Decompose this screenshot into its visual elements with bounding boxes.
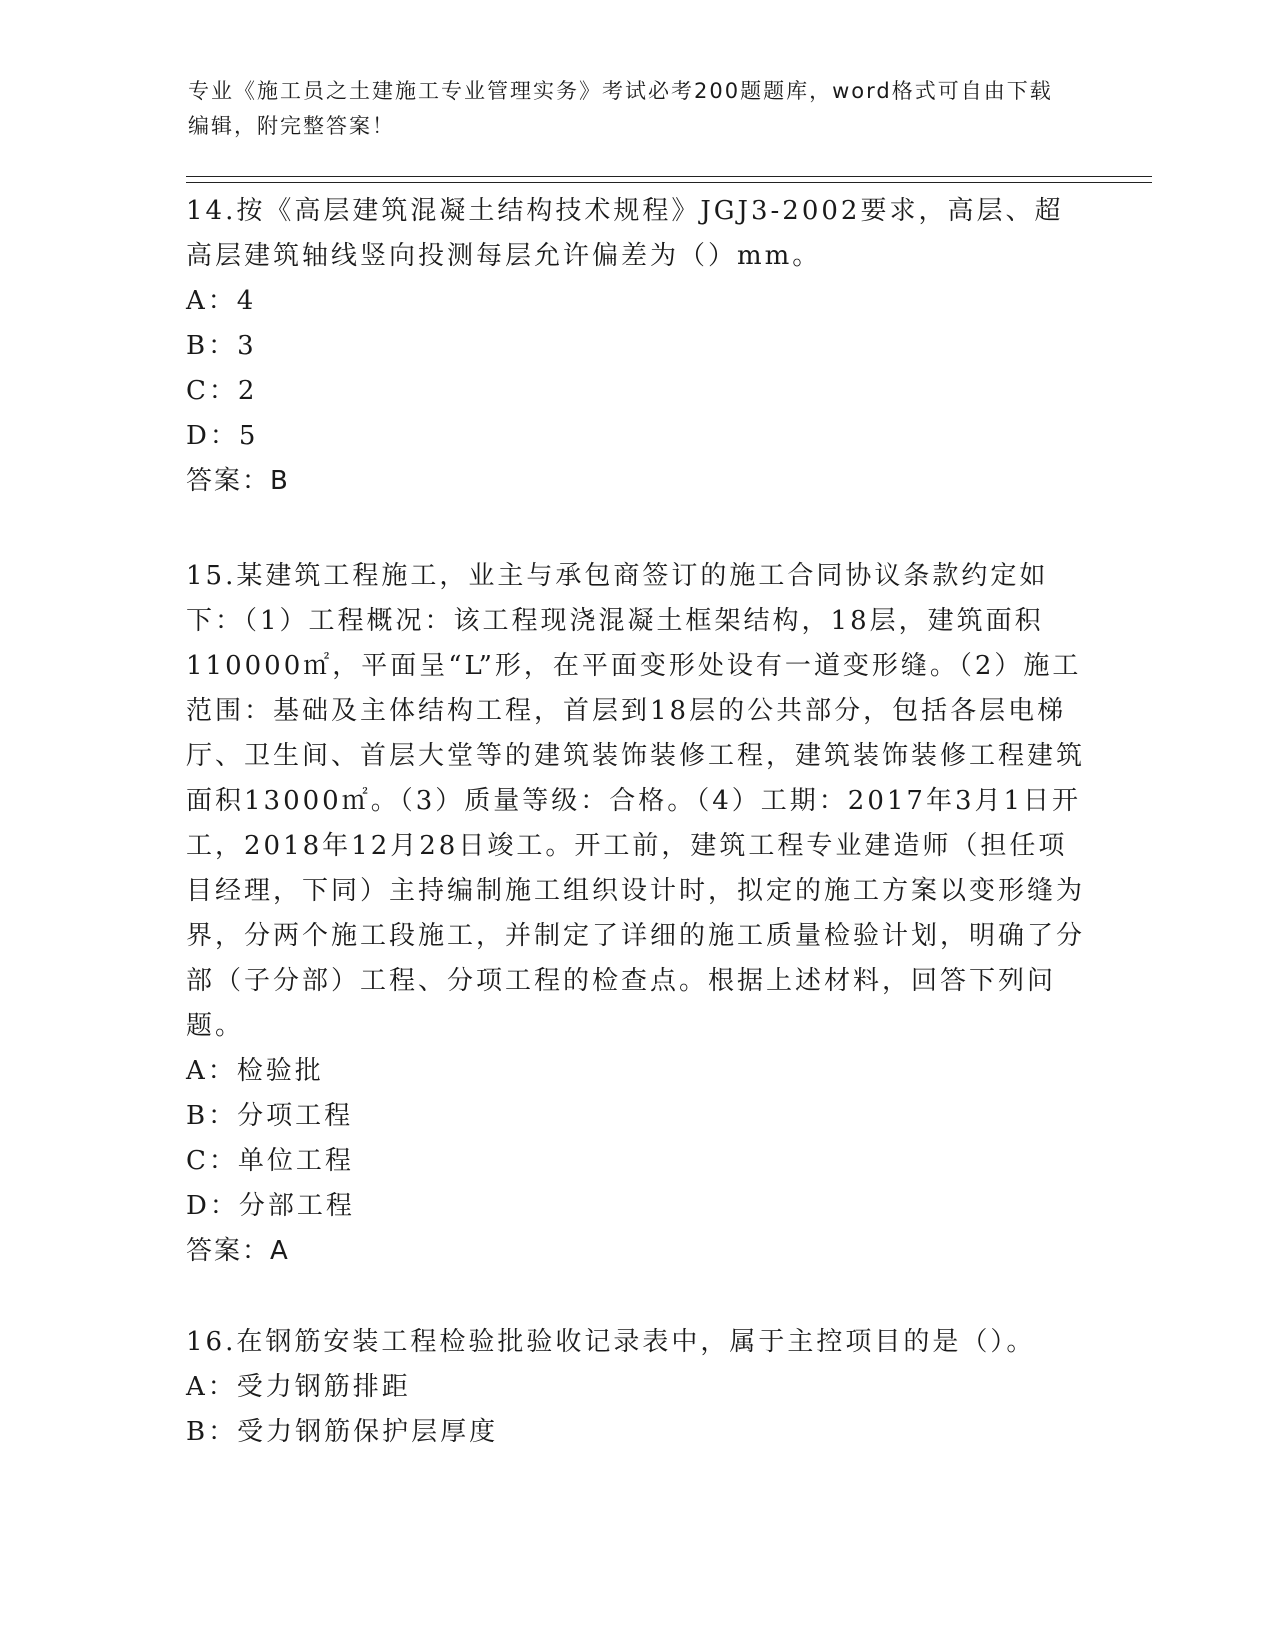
option-c: C：2 <box>186 376 258 406</box>
option-d: D：分部工程 <box>186 1191 355 1221</box>
question-14 <box>186 189 1086 504</box>
option-c: C：单位工程 <box>186 1146 354 1176</box>
option-d: D：5 <box>186 421 259 451</box>
option-b: B：3 <box>186 331 257 361</box>
divider-line <box>186 176 1152 177</box>
question-15 <box>186 554 1086 1274</box>
question-stem: 15.某建筑工程施工，业主与承包商签订的施工合同协议条款约定如下：（1）工程概况：该工程现浇混凝土框架结构，18层，建筑面积110000㎡，平面呈“L”形，在平面变形处设有一道变形缝。（2）施工范围：基础及主体结构工程，首层到18层的公共部分，包括各层电梯厅、卫生间、首层大堂等的建筑装饰装修工程，建筑装饰装修工程建筑面积13000㎡。（3）质量等级：合格。（4）工期：2017年3月1日开工，2018年12月28日竣工。开工前，建筑工程专业建造师（担任项目经理，下同）主持编制施工组织设计时，拟定的施工方案以变形缝为界，分两个施工段施工，并制定了详细的施工质量检验计划，明确了分部（子分部）工程、分项工程的检查点。根据上述材料，回答下列问题。 <box>186 561 1086 1041</box>
answer: 答案：A <box>186 1236 290 1266</box>
option-a: A：检验批 <box>186 1056 324 1086</box>
question-16 <box>186 1320 1086 1455</box>
divider-line <box>186 182 1152 183</box>
document-intro: 专业《施工员之土建施工专业管理实务》考试必考200题题库，word格式可自由下载编辑，附完整答案！ <box>188 79 1053 138</box>
question-stem: 14.按《高层建筑混凝土结构技术规程》JGJ3-2002要求，高层、超高层建筑轴线竖向投测每层允许偏差为（）mm。 <box>186 196 1064 271</box>
option-a: A：受力钢筋排距 <box>186 1372 411 1402</box>
option-a: A：4 <box>186 286 257 316</box>
question-stem: 16.在钢筋安装工程检验批验收记录表中，属于主控项目的是（）。 <box>186 1327 1036 1357</box>
answer: 答案：B <box>186 466 290 496</box>
option-b: B：分项工程 <box>186 1101 354 1131</box>
option-b: B：受力钢筋保护层厚度 <box>186 1417 499 1447</box>
